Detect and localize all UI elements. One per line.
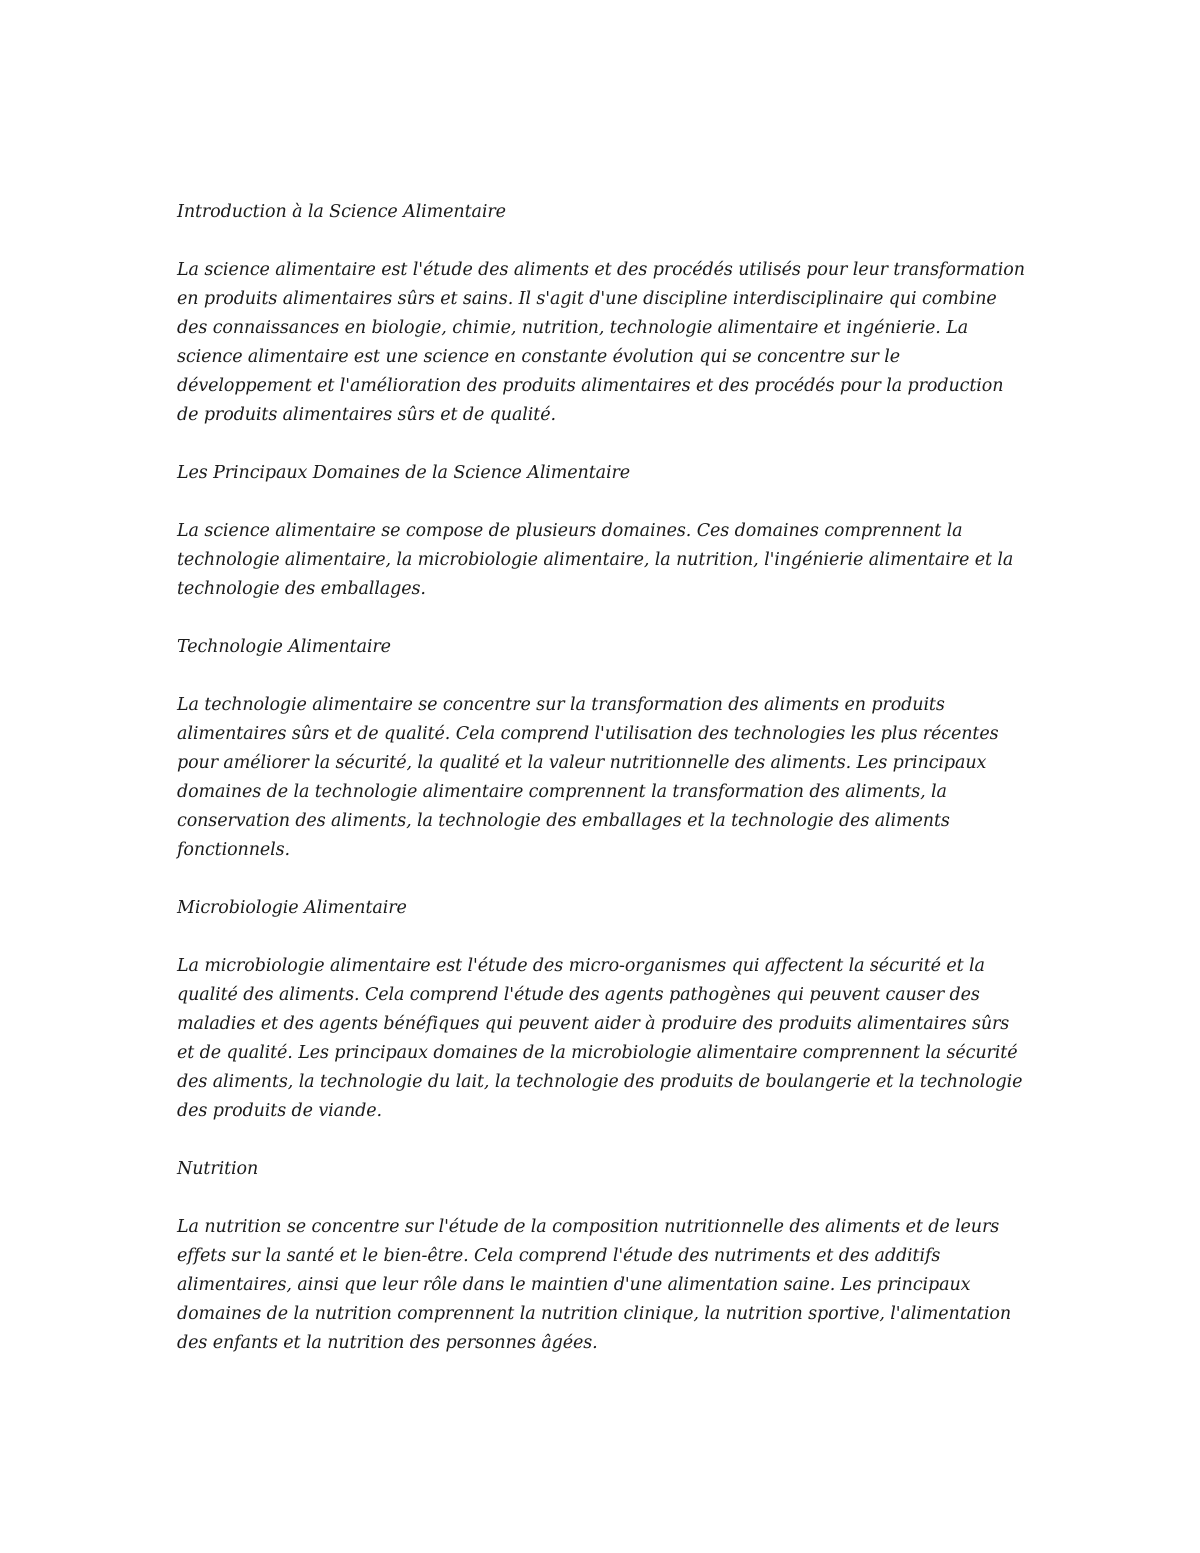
section-paragraph-microbiologie: La microbiologie alimentaire est l'étude des micro-organismes qui affectent la sécurité et la qualité des aliments. Cela comprend l'étude des agents pathogènes qui peuvent causer des maladies et des agents bénéfiques qui peuvent aider à produire des produits alimentaires sûrs et de qualité. Les principaux domaines de la microbiologie alimentaire comprennent la sécurité des aliments, la technologie du lait, la technologie des produits de boulangerie et la technologie des produits de viande.: [177, 956, 1023, 1121]
section-heading-domaines: Les Principaux Domaines de la Science Alimentaire: [177, 463, 631, 483]
section-heading-technologie: Technologie Alimentaire: [177, 637, 391, 657]
section-heading-nutrition: Nutrition: [177, 1159, 259, 1179]
section-paragraph-domaines: La science alimentaire se compose de plusieurs domaines. Ces domaines comprennent la technologie alimentaire, la microbiologie alimentaire, la nutrition, l'ingénierie alimentaire et la technologie des emballages.: [177, 521, 1014, 599]
section-heading-introduction: Introduction à la Science Alimentaire: [177, 202, 506, 222]
section-paragraph-technologie: La technologie alimentaire se concentre sur la transformation des aliments en produits alimentaires sûrs et de qualité. Cela comprend l'utilisation des technologies les plus récentes pour améliorer la sécurité, la qualité et la valeur nutritionnelle des aliments. Les principaux domaines de la technologie alimentaire comprennent la transformation des aliments, la conservation des aliments, la technologie des emballages et la technologie des aliments fonctionnels.: [177, 695, 999, 860]
document-body: [177, 198, 1027, 1387]
section-paragraph-nutrition: La nutrition se concentre sur l'étude de la composition nutritionnelle des aliments et de leurs effets sur la santé et le bien-être. Cela comprend l'étude des nutriments et des additifs alimentaires, ainsi que leur rôle dans le maintien d'une alimentation saine. Les principaux domaines de la nutrition comprennent la nutrition clinique, la nutrition sportive, l'alimentation des enfants et la nutrition des personnes âgées.: [177, 1217, 1012, 1353]
section-heading-microbiologie: Microbiologie Alimentaire: [177, 898, 407, 918]
section-paragraph-introduction: La science alimentaire est l'étude des aliments et des procédés utilisés pour leur transformation en produits alimentaires sûrs et sains. Il s'agit d'une discipline interdisciplinaire qui combine des connaissances en biologie, chimie, nutrition, technologie alimentaire et ingénierie. La science alimentaire est une science en constante évolution qui se concentre sur le développement et l'amélioration des produits alimentaires et des procédés pour la production de produits alimentaires sûrs et de qualité.: [177, 260, 1025, 425]
